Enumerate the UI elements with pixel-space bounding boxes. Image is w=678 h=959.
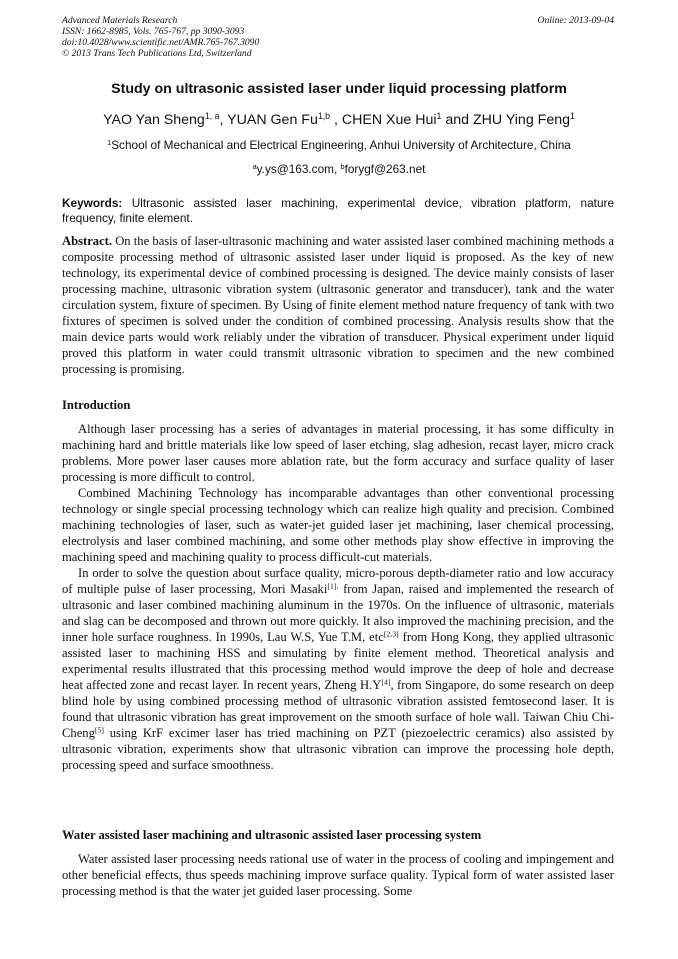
- keywords: [62, 196, 614, 226]
- paragraph-text: using KrF excimer laser has tried machining on PZT (piezoelectric ceramics) also assisted by ultrasonic vibration, experiments show that ultrasonic vibration can improve the processing hole depth, processing speed and surface smoothness.: [62, 726, 614, 772]
- paragraph: Combined Machining Technology has incomparable advantages than other conventional processing technology or single special processing technology which can realize high quality and precision. Combined machining technologies of laser, such as water-jet guided laser jet machining, laser chemical processing, electrolysis and laser combined machining, and some other methods play show effective in improving the machining speed and machining quality to process difficult-cut materials.: [62, 486, 614, 564]
- keywords-text: Ultrasonic assisted laser machining, experimental device, vibration platform, nature frequency, finite element.: [62, 196, 614, 225]
- author-affil-mark: 1: [570, 111, 575, 122]
- copyright-line: © 2013 Trans Tech Publications Ltd, Switzerland: [62, 48, 252, 59]
- affiliation-mark: 1: [107, 137, 112, 147]
- section-heading-introduction: Introduction: [62, 398, 131, 412]
- paragraph-text: , from Singapore, do some research on deep blind hole by using combined processing method of ultrasonic vibration assisted femtosecond laser. It is found that ultrasonic vibration has great improvement on the smooth surface of hole wall. Taiwan Chiu Chi-Cheng: [62, 678, 614, 740]
- author-name: YAO Yan Sheng: [103, 112, 205, 128]
- author-separator: ,: [219, 112, 228, 128]
- author-affil-mark: 1,b: [317, 111, 331, 122]
- section2-body: [62, 851, 614, 899]
- paragraph-text: from Hong Kong, they applied ultrasonic assisted laser to machining HSS and simulating by finite element method. Theoretical analysis and experimental results illustrated that this processing method would improve the deep of hole and decrease heat affected zone and recast layer. In recent years, Zheng H.Y: [62, 630, 614, 692]
- abstract-text: On the basis of laser-ultrasonic machining and water assisted laser combined machining methods a composite processing method of ultrasonic assisted laser under liquid is proposed. As the key of new technology, its experimental device of combined processing is designed. The device mainly consists of laser processing machine, ultrasonic vibration system (ultrasonic generator and transducer), tank and the water circulation system, fixture of specimen. By Using of finite element method nature frequency of tank with two fixtures of specimen is solved under the condition of combined processing. Analysis results show that the main device parts would work reliably under the vibration of transducer. Physical experiment under liquid proved this platform in water could transmit ultrasonic vibration to specimen and the new combined processing is promising.: [62, 234, 614, 376]
- paragraph: Although laser processing has a series of advantages in material processing, it has some difficulty in machining hard and brittle materials like low speed of laser etching, slag adhesion, recast layer, micro crack problems. More power laser causes more ablation rate, but the form accuracy and surface quality of laser processing is more difficult to control.: [62, 422, 614, 484]
- affiliation-text: School of Mechanical and Electrical Engineering, Anhui University of Architecture, China: [111, 138, 571, 152]
- author-name: CHEN Xue Hui: [341, 112, 437, 128]
- author-separator: and: [441, 112, 473, 128]
- email-link[interactable]: y.ys@163.com,: [256, 162, 341, 176]
- paper-title: Study on ultrasonic assisted laser under liquid processing platform: [111, 81, 567, 97]
- journal-name: Advanced Materials Research: [62, 15, 178, 26]
- keywords-label: Keywords:: [62, 196, 123, 210]
- section-heading-water-assisted: Water assisted laser machining and ultrasonic assisted laser processing system: [62, 828, 482, 842]
- author-name: ZHU Ying Feng: [473, 112, 570, 128]
- email-mark: a: [252, 161, 257, 171]
- paragraph-text: In order to solve the question about surface quality, micro-porous depth-diameter ratio and low accuracy of multiple pulse of laser processing, Mori Masaki: [62, 566, 614, 596]
- affiliation: [30, 138, 648, 152]
- online-date: Online: 2013-09-04: [537, 15, 614, 26]
- author-list: [20, 112, 658, 128]
- email-link[interactable]: forygf@263.net: [344, 162, 426, 176]
- email-mark: b: [340, 161, 345, 171]
- citation[interactable]: [2,3]: [383, 629, 399, 639]
- author-emails: [30, 162, 648, 176]
- paragraph-text: from Japan, raised and implemented the research of ultrasonic and laser combined machining aluminum in the 1970s. On the influence of ultrasonic, materials and slag can be decomposed and thrown out more quickly. It also improved the machining precision, and the inner hole surface roughness. In 1990s, Lau W.S, Yue T.M, etc: [62, 582, 614, 644]
- paragraph: Water assisted laser processing needs rational use of water in the process of cooling and impingement and other beneficial effects, thus speeds machining improve surface quality. Typical form of water assisted laser processing method is that the water jet guided laser processing. Some: [62, 852, 614, 898]
- author-name: YUAN Gen Fu: [227, 112, 318, 128]
- author-separator: ,: [330, 112, 342, 128]
- author-affil-mark: 1, a: [204, 111, 220, 122]
- introduction-body: [62, 421, 614, 773]
- journal-header: [62, 15, 614, 59]
- abstract-label: Abstract.: [62, 234, 113, 248]
- issn-line: ISSN: 1662-8985, Vols. 765-767, pp 3090-3093: [62, 26, 245, 37]
- citation[interactable]: [1],: [327, 581, 339, 591]
- citation[interactable]: [5]: [94, 725, 104, 735]
- author-affil-mark: 1: [436, 111, 442, 122]
- abstract: [62, 233, 614, 377]
- doi-line: doi:10.4028/www.scientific.net/AMR.765-767.3090: [62, 37, 260, 48]
- citation[interactable]: [4]: [381, 677, 391, 687]
- paragraph: [62, 565, 614, 773]
